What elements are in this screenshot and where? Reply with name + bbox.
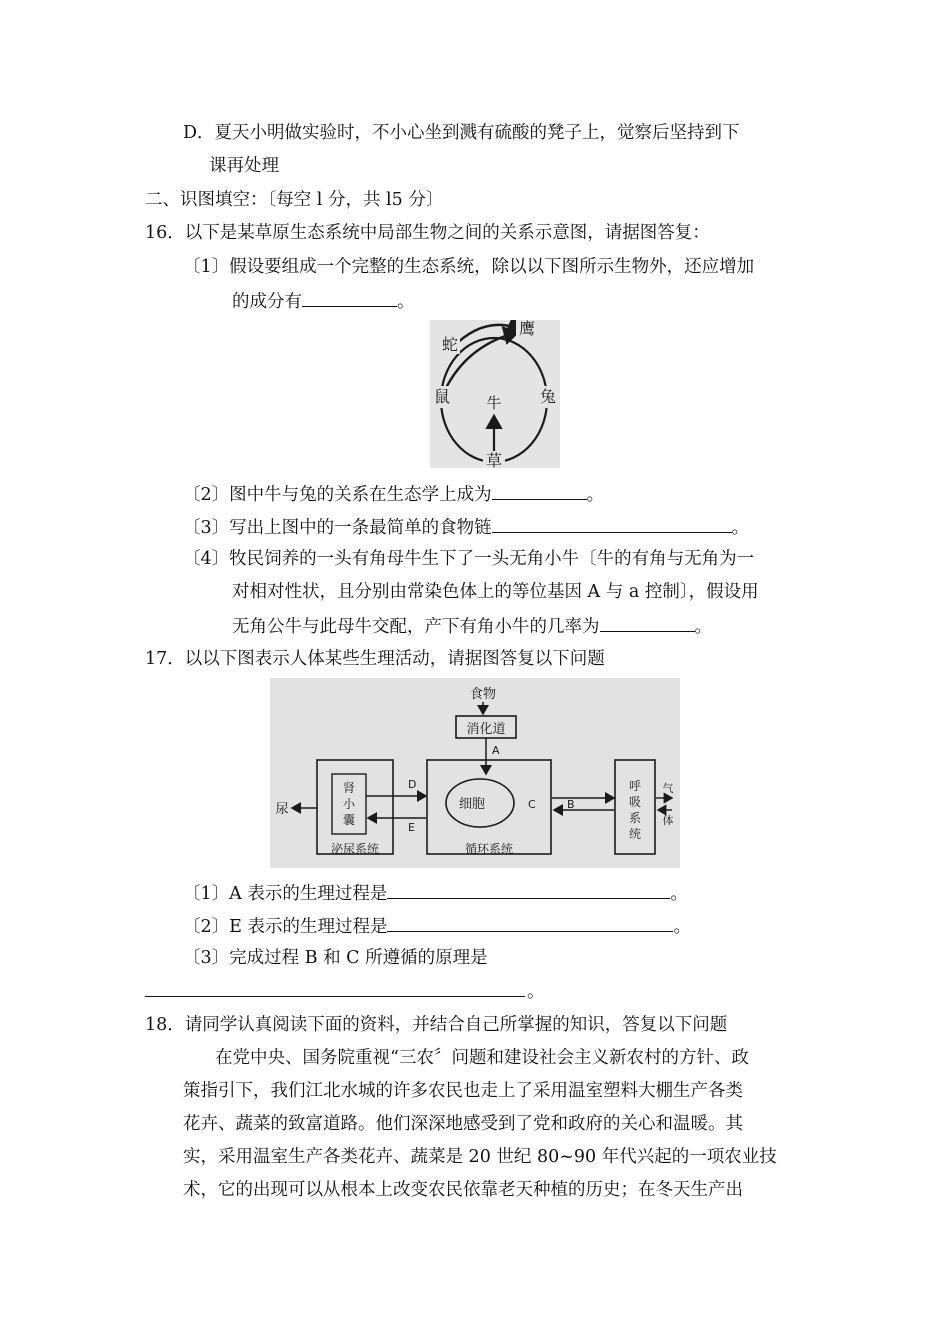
q16-part1-line2: 的成分有 。 (232, 288, 415, 314)
label-d: D (408, 778, 417, 791)
q17-stem: 17．以以下图表示人体某些生理活动，请据图答复以下问题 (145, 649, 605, 669)
node-rat: 鼠 (433, 387, 451, 406)
label-urine: 尿 (275, 802, 289, 817)
resp-char-3: 系 (628, 811, 642, 825)
answer-blank[interactable] (492, 481, 587, 500)
q15-option-d-line2: 课再处理 (209, 156, 279, 176)
q16-part2: 〔2〕图中牛与兔的关系在生态学上成为 。 (183, 481, 604, 507)
q17-part3-end: 。 (527, 982, 545, 1002)
q16-stem: 16．以下是某草原生态系统中局部生物之间的关系示意图，请据图答复： (145, 223, 710, 243)
answer-blank-long[interactable] (145, 996, 525, 997)
label-circulatory-system: 循环系统 (464, 842, 514, 856)
node-snake: 蛇 (441, 335, 459, 354)
q17-part3: 〔3〕完成过程 B 和 C 所遵循的原理是 (183, 948, 488, 968)
label-urinary-system: 泌尿系统 (330, 842, 380, 856)
kidney-char-1: 肾 (342, 781, 356, 795)
label-c: C (528, 798, 536, 811)
q18-para-line2: 策指引下，我们江北水城的许多农民也走上了采用温室塑料大棚生产各类 (183, 1081, 743, 1101)
food-web-figure (430, 320, 560, 468)
q17-part1: 〔1〕A 表示的生理过程是 。 (183, 880, 688, 906)
section-title: 二、识图填空：〔每空 l 分，共 l5 分〕 (145, 190, 444, 210)
q18-para-line4: 实，采用温室生产各类花卉、蔬菜是 20 世纪 80~90 年代兴起的一项农业技 (183, 1147, 777, 1167)
answer-blank[interactable] (302, 288, 397, 307)
node-grass: 草 (485, 451, 503, 468)
physiology-figure (270, 678, 680, 868)
label-a: A (492, 744, 500, 757)
node-eagle: 鹰 (518, 320, 536, 338)
q18-para-line1: 在党中央、国务院重视“三农〞问题和建设社会主义新农村的方针、政 (215, 1048, 749, 1068)
resp-char-4: 统 (628, 827, 642, 841)
q16-part3: 〔3〕写出上图中的一条最简单的食物链 。 (183, 514, 749, 540)
q18-para-line5: 术，它的出现可以从根本上改变农民依靠老天种植的历史；在冬天生产出 (183, 1180, 743, 1200)
answer-blank[interactable] (387, 880, 670, 899)
box-digestive-tract: 消化道 (466, 722, 506, 737)
node-rabbit: 兔 (539, 387, 557, 406)
label-e: E (408, 821, 415, 834)
answer-blank[interactable] (492, 514, 732, 533)
kidney-char-2: 小 (342, 797, 356, 811)
resp-char-2: 吸 (628, 795, 642, 809)
q17-part2: 〔2〕E 表示的生理过程是 。 (183, 913, 691, 939)
q16-part4-line2: 对相对性状，且分别由常染色体上的等位基因 A 与 a 控制〕，假设用 (232, 582, 759, 602)
node-cow: 牛 (486, 394, 502, 412)
kidney-char-3: 囊 (342, 813, 356, 827)
label-food: 食物 (469, 687, 497, 702)
label-b: B (567, 798, 575, 811)
q18-para-line3: 花卉、蔬菜的致富道路。他们深深地感受到了党和政府的关心和温暖。其 (183, 1114, 743, 1134)
answer-blank[interactable] (600, 613, 695, 632)
q18-stem: 18．请同学认真阅读下面的资料，并结合自己所掌握的知识，答复以下问题 (145, 1015, 728, 1035)
q16-part1-line1: 〔1〕假设要组成一个完整的生态系统，除以以下图所示生物外，还应增加 (183, 257, 755, 277)
q15-option-d-line1: D．夏天小明做实验时，不小心坐到溅有硫酸的凳子上，觉察后坚持到下 (183, 123, 740, 143)
answer-blank[interactable] (387, 913, 673, 932)
gas-char-1: 气 (662, 782, 674, 795)
gas-char-2: 体 (662, 814, 674, 827)
q16-part4-line3: 无角公牛与此母牛交配，产下有角小牛的几率为 。 (232, 613, 712, 639)
q16-part4-line1: 〔4〕牧民饲养的一头有角母牛生下了一头无角小牛〔牛的有角与无角为一 (183, 549, 755, 569)
label-cell: 细胞 (458, 797, 486, 812)
resp-char-1: 呼 (628, 779, 642, 793)
